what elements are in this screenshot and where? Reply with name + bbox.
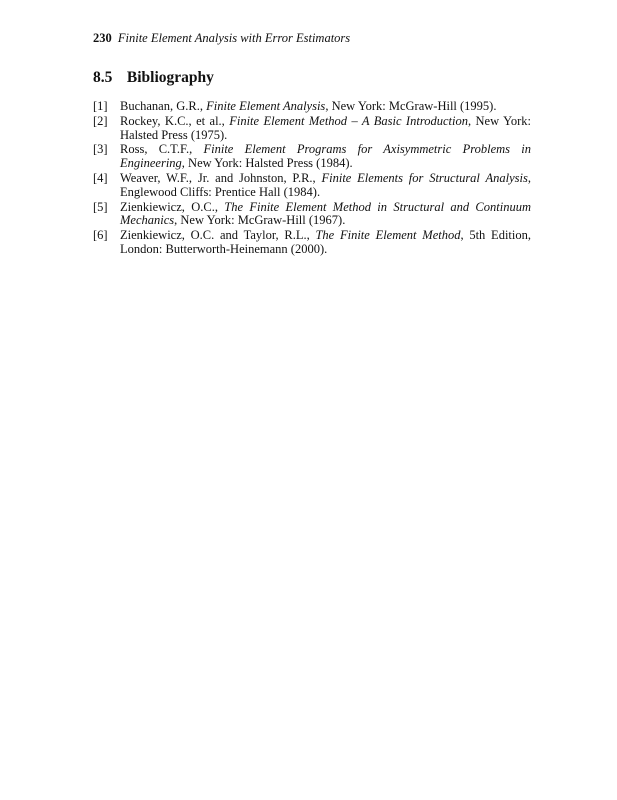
bibliography-entry-6 [93, 229, 531, 257]
reference-number: [1] [93, 99, 108, 113]
reference-publisher: , New York: McGraw-Hill (1967). [174, 213, 346, 228]
reference-text [120, 99, 496, 113]
reference-publisher: , New York: McGraw-Hill (1995). [325, 99, 497, 113]
bibliography-entry-1 [93, 100, 531, 114]
reference-title: Finite Element Analysis [206, 99, 326, 113]
reference-authors: Zienkiewicz, O.C., [120, 199, 225, 214]
reference-text [120, 228, 531, 256]
bibliography-list [93, 100, 531, 258]
reference-title: Finite Element Method – A Basic Introduction [229, 113, 468, 128]
bibliography-entry-3 [93, 143, 531, 171]
section-heading [93, 68, 214, 87]
reference-number: [5] [93, 199, 108, 214]
section-number: 8.5 [93, 69, 113, 86]
reference-publisher: , New York: Halsted Press (1984). [181, 156, 353, 171]
reference-title: The Finite Element Method in Structural and Continuum Mechanics [120, 199, 531, 228]
running-header [93, 31, 350, 46]
reference-publisher: , New York: Halsted Press (1975). [120, 113, 531, 142]
book-title: Finite Element Analysis with Error Estimators [117, 31, 351, 45]
reference-publisher: , Englewood Cliffs: Prentice Hall (1984). [120, 170, 531, 199]
reference-authors: Zienkiewicz, O.C. and Taylor, R.L., [120, 228, 316, 243]
reference-number: [6] [93, 228, 108, 243]
reference-number: [4] [93, 170, 108, 185]
reference-title: Finite Elements for Structural Analysis [321, 170, 528, 185]
bibliography-entry-2 [93, 115, 531, 143]
reference-authors: Ross, C.T.F., [120, 142, 204, 157]
reference-authors: Buchanan, G.R., [120, 99, 207, 113]
page-number: 230 [93, 31, 112, 45]
reference-text [120, 200, 531, 228]
reference-text [120, 142, 531, 170]
bibliography-entry-5 [93, 201, 531, 229]
reference-text [120, 114, 531, 142]
reference-title: The Finite Element Method [315, 228, 461, 243]
reference-title: Finite Element Programs for Axisymmetric Problems in Engineering [120, 142, 532, 171]
reference-text [120, 171, 531, 199]
reference-publisher: , 5th Edition, London: Butterworth-Heinemann (2000). [120, 228, 531, 256]
reference-authors: Rockey, K.C., et al., [120, 113, 230, 128]
reference-number: [2] [93, 113, 108, 128]
reference-number: [3] [93, 142, 108, 157]
bibliography-entry-4 [93, 172, 531, 200]
reference-authors: Weaver, W.F., Jr. and Johnston, P.R., [120, 170, 322, 185]
section-title: Bibliography [126, 69, 214, 86]
